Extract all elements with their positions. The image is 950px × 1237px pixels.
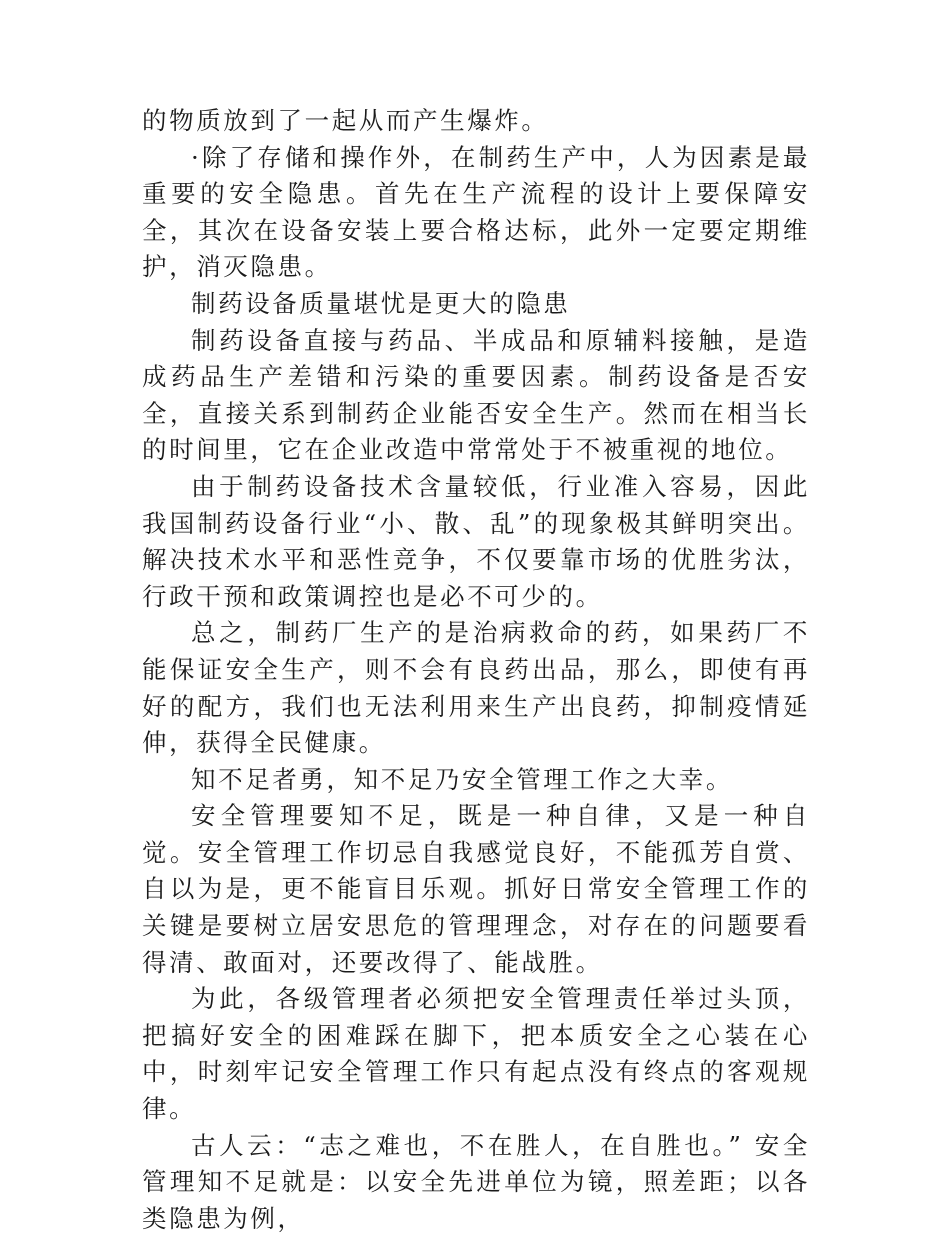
paragraph-industry-issues: 由于制药设备技术含量较低，行业准入容易，因此我国制药设备行业“小、散、乱”的现象极其鲜明突出。解决技术水平和恶性竞争，不仅要靠市场的优胜劣汰，行政干预和政策调控也是必不可少的。 [142, 471, 810, 611]
section-heading-equipment-quality: 制药设备质量堪忧是更大的隐患 [191, 288, 571, 318]
paragraph-summary: 总之，制药厂生产的是治病救命的药，如果药厂不能保证安全生产，则不会有良药出品，那么，即使有再好的配方，我们也无法利用来生产出良药，抑制疫情延伸，获得全民健康。 [142, 618, 810, 758]
paragraph-managers-responsibility: 为此，各级管理者必须把安全管理责任举过头顶，把搞好安全的困难踩在脚下，把本质安全之心装在心中，时刻牢记安全管理工作只有起点没有终点的客观规律。 [142, 984, 810, 1124]
paragraph-ancient-quote: 古人云：“志之难也，不在胜人，在自胜也。” 安全管理知不足就是：以安全先进单位为镜，照差距；以各类隐患为例， [142, 1130, 810, 1233]
document-body [142, 103, 810, 1237]
paragraph-continuation: 的物质放到了一起从而产生爆炸。 [142, 106, 549, 135]
paragraph-human-factors: ·除了存储和操作外，在制药生产中，人为因素是最重要的安全隐患。首先在生产流程的设计上要保障安全，其次在设备安装上要合格达标，此外一定要定期维护，消灭隐患。 [142, 142, 810, 282]
paragraph-self-discipline: 安全管理要知不足，既是一种自律，又是一种自觉。安全管理工作切忌自我感觉良好，不能孤芳自赏、自以为是，更不能盲目乐观。抓好日常安全管理工作的关键是要树立居安思危的管理理念，对存在的问题要看得清、敢面对，还要改得了、能战胜。 [142, 801, 810, 977]
paragraph-equipment-contact: 制药设备直接与药品、半成品和原辅料接触，是造成药品生产差错和污染的重要因素。制药设备是否安全，直接关系到制药企业能否安全生产。然而在相当长的时间里，它在企业改造中常常处于不被重视的地位。 [142, 325, 810, 465]
section-heading-know-insufficiency: 知不足者勇，知不足乃安全管理工作之大幸。 [191, 764, 733, 794]
